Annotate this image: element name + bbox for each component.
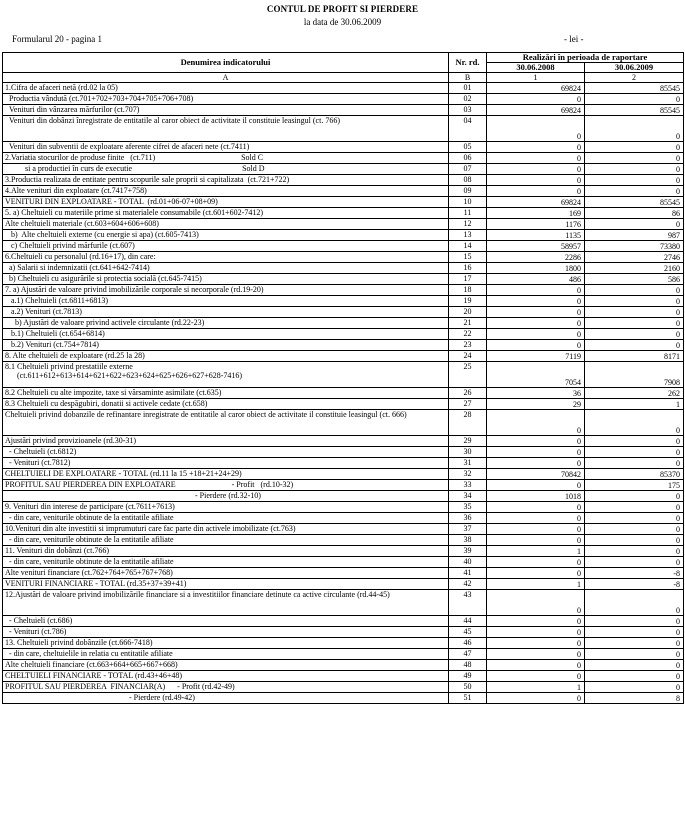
- table-row: [3, 546, 684, 557]
- value-2009: 0: [585, 524, 684, 535]
- value-2009: 85545: [585, 105, 684, 116]
- value-2008: 1800: [487, 263, 585, 274]
- value-2008: 0: [487, 340, 585, 351]
- table-row: [3, 197, 684, 208]
- value-2009: 175: [585, 480, 684, 491]
- subheader-a: A: [3, 73, 449, 83]
- row-number: 01: [449, 83, 487, 94]
- value-2009: 0: [585, 557, 684, 568]
- table-row: [3, 274, 684, 285]
- value-2008: 1018: [487, 491, 585, 502]
- row-label: b) Cheltuieli cu asigurările si protectia socială (ct.645-7415): [3, 274, 449, 285]
- value-2009: 85545: [585, 197, 684, 208]
- value-2009: 8: [585, 693, 684, 704]
- row-label: Venituri din dobânzi înregistrate de entitatile al caror obiect de activitate il constituie leasingul (ct. 766): [3, 116, 449, 142]
- value-2008: 0: [487, 94, 585, 105]
- row-number: 03: [449, 105, 487, 116]
- value-2009: 0: [585, 627, 684, 638]
- value-2008: 7119: [487, 351, 585, 362]
- row-number: 29: [449, 436, 487, 447]
- row-label: 11. Venituri din dobânzi (ct.766): [3, 546, 449, 557]
- value-2008: 0: [487, 671, 585, 682]
- row-label: 7. a) Ajustări de valoare privind imobilizările corporale si necorporale (rd.19-20): [3, 285, 449, 296]
- table-row: [3, 307, 684, 318]
- table-row: [3, 153, 684, 164]
- value-2008: 0: [487, 410, 585, 436]
- row-number: 16: [449, 263, 487, 274]
- value-2008: 0: [487, 502, 585, 513]
- value-2009: 0: [585, 175, 684, 186]
- table-row: [3, 535, 684, 546]
- row-number: 31: [449, 458, 487, 469]
- row-number: 39: [449, 546, 487, 557]
- header-period: Realizări în perioada de raportare: [487, 53, 684, 63]
- table-row: [3, 660, 684, 671]
- row-label: Venituri din vânzarea mărfurilor (ct.707): [3, 105, 449, 116]
- row-label: a) Salarii si indemnizatii (ct.641+642-7414): [3, 263, 449, 274]
- value-2009: 0: [585, 94, 684, 105]
- table-row: [3, 399, 684, 410]
- row-label: CHELTUIELI FINANCIARE - TOTAL (rd.43+46+48): [3, 671, 449, 682]
- currency-label: - lei -: [564, 34, 584, 44]
- row-number: 50: [449, 682, 487, 693]
- row-number: 08: [449, 175, 487, 186]
- value-2008: 0: [487, 649, 585, 660]
- header-2008: 30.06.2008: [487, 63, 585, 73]
- table-row: [3, 142, 684, 153]
- row-label: 8. Alte cheltuieli de exploatare (rd.25 la 28): [3, 351, 449, 362]
- value-2009: -8: [585, 579, 684, 590]
- value-2008: 0: [487, 524, 585, 535]
- row-number: 06: [449, 153, 487, 164]
- table-row: [3, 263, 684, 274]
- value-2009: 0: [585, 307, 684, 318]
- value-2008: 0: [487, 436, 585, 447]
- value-2008: 0: [487, 638, 585, 649]
- row-number: 22: [449, 329, 487, 340]
- table-row: [3, 447, 684, 458]
- value-2009: 586: [585, 274, 684, 285]
- value-2008: 169: [487, 208, 585, 219]
- table-row: [3, 458, 684, 469]
- value-2008: 7054: [487, 362, 585, 388]
- row-label: a.1) Cheltuieli (ct.6811+6813): [3, 296, 449, 307]
- value-2008: 0: [487, 186, 585, 197]
- value-2009: 0: [585, 546, 684, 557]
- table-row: [3, 388, 684, 399]
- value-2009: 0: [585, 285, 684, 296]
- value-2009: 987: [585, 230, 684, 241]
- table-body: [3, 83, 684, 704]
- value-2009: 0: [585, 502, 684, 513]
- row-number: 23: [449, 340, 487, 351]
- row-label: 1.Cifra de afaceri netă (rd.02 la 05): [3, 83, 449, 94]
- table-row: [3, 186, 684, 197]
- row-label: b) Alte cheltuieli externe (cu energie si apa) (ct.605-7413): [3, 230, 449, 241]
- row-number: 18: [449, 285, 487, 296]
- row-number: 36: [449, 513, 487, 524]
- row-number: 48: [449, 660, 487, 671]
- row-label: 10.Venituri din alte investitii si imprumuturi care fac parte din activele imobilizate (ct.763): [3, 524, 449, 535]
- row-number: 07: [449, 164, 487, 175]
- row-number: 26: [449, 388, 487, 399]
- value-2008: 70842: [487, 469, 585, 480]
- row-number: 05: [449, 142, 487, 153]
- table-row: [3, 296, 684, 307]
- table-row: [3, 491, 684, 502]
- value-2008: 1: [487, 579, 585, 590]
- value-2008: 2286: [487, 252, 585, 263]
- table-row: [3, 568, 684, 579]
- value-2008: 0: [487, 296, 585, 307]
- value-2009: 0: [585, 616, 684, 627]
- row-label: Cheltuieli privind dobanzile de refinantare inregistrate de entitatile al caror obiect de activitate il constituie leasingul (ct. 666): [3, 410, 449, 436]
- row-label: Alte cheltuieli financiare (ct.663+664+665+667+668): [3, 660, 449, 671]
- value-2009: 85545: [585, 83, 684, 94]
- row-label: 8.1 Cheltuieli privind prestatiile externe (ct.611+612+613+614+621+622+623+624+625+626+627+628-7416): [3, 362, 449, 388]
- subheader-b: B: [449, 73, 487, 83]
- table-row: [3, 502, 684, 513]
- value-2009: 0: [585, 296, 684, 307]
- value-2009: 0: [585, 671, 684, 682]
- value-2009: 2160: [585, 263, 684, 274]
- value-2009: 0: [585, 340, 684, 351]
- value-2008: 0: [487, 175, 585, 186]
- row-label: b.2) Venituri (ct.754+7814): [3, 340, 449, 351]
- row-number: 44: [449, 616, 487, 627]
- value-2008: 58957: [487, 241, 585, 252]
- row-label: b) Ajustări de valoare privind activele circulante (rd.22-23): [3, 318, 449, 329]
- table-row: [3, 410, 684, 436]
- row-number: 11: [449, 208, 487, 219]
- row-number: 21: [449, 318, 487, 329]
- header-indicator-name: Denumirea indicatorului: [3, 53, 449, 73]
- row-number: 45: [449, 627, 487, 638]
- value-2009: 0: [585, 329, 684, 340]
- table-row: [3, 671, 684, 682]
- row-label: PROFITUL SAU PIERDEREA DIN EXPLOATARE - Profit (rd.10-32): [3, 480, 449, 491]
- row-number: 10: [449, 197, 487, 208]
- table-row: [3, 579, 684, 590]
- row-label: 13. Cheltuieli privind dobânzile (ct.666-7418): [3, 638, 449, 649]
- row-label: Productia vândută (ct.701+702+703+704+705+706+708): [3, 94, 449, 105]
- value-2008: 0: [487, 458, 585, 469]
- table-row: [3, 219, 684, 230]
- table-row: [3, 627, 684, 638]
- row-label: 3.Productia realizata de entitate pentru scopurile sale proprii si capitalizata (ct.721+722): [3, 175, 449, 186]
- row-label: 6.Cheltuieli cu personalul (rd.16+17), din care:: [3, 252, 449, 263]
- table-row: [3, 285, 684, 296]
- row-number: 49: [449, 671, 487, 682]
- document-title: CONTUL DE PROFIT SI PIERDERE: [266, 4, 419, 14]
- row-number: 24: [449, 351, 487, 362]
- row-number: 09: [449, 186, 487, 197]
- value-2009: 0: [585, 682, 684, 693]
- value-2009: 0: [585, 458, 684, 469]
- row-label: 8.2 Cheltuieli cu alte impozite, taxe si vărsaminte asimilate (ct.635): [3, 388, 449, 399]
- value-2009: 1: [585, 399, 684, 410]
- table-row: [3, 693, 684, 704]
- row-label: - Pierdere (rd.49-42): [3, 693, 449, 704]
- row-label: Alte venituri financiare (ct.762+764+765+767+768): [3, 568, 449, 579]
- row-number: 02: [449, 94, 487, 105]
- value-2008: 0: [487, 616, 585, 627]
- value-2008: 1: [487, 546, 585, 557]
- table-row: [3, 616, 684, 627]
- table-row: [3, 105, 684, 116]
- value-2008: 0: [487, 307, 585, 318]
- value-2008: 0: [487, 480, 585, 491]
- value-2009: 0: [585, 116, 684, 142]
- value-2008: 0: [487, 557, 585, 568]
- row-label: 2.Variatia stocurilor de produse finite (ct.711) Sold C: [3, 153, 449, 164]
- value-2008: 29: [487, 399, 585, 410]
- row-number: 41: [449, 568, 487, 579]
- table-row: [3, 164, 684, 175]
- row-number: 46: [449, 638, 487, 649]
- value-2009: 0: [585, 153, 684, 164]
- table-row: [3, 116, 684, 142]
- value-2009: 8171: [585, 351, 684, 362]
- value-2008: 69824: [487, 197, 585, 208]
- profit-loss-table: [2, 52, 684, 704]
- value-2009: 262: [585, 388, 684, 399]
- value-2008: 0: [487, 285, 585, 296]
- value-2009: 86: [585, 208, 684, 219]
- value-2008: 0: [487, 164, 585, 175]
- value-2008: 0: [487, 568, 585, 579]
- value-2009: 2746: [585, 252, 684, 263]
- row-label: b.1) Cheltuieli (ct.654+6814): [3, 329, 449, 340]
- row-number: 17: [449, 274, 487, 285]
- row-label: 4.Alte venituri din exploatare (ct.7417+758): [3, 186, 449, 197]
- row-number: 20: [449, 307, 487, 318]
- value-2009: 0: [585, 638, 684, 649]
- table-row: [3, 208, 684, 219]
- row-label: 12.Ajustări de valoare privind imobilizările financiare si a investitiilor financiare detinute ca active circulante (rd.44-45): [3, 590, 449, 616]
- row-number: 42: [449, 579, 487, 590]
- value-2009: 85370: [585, 469, 684, 480]
- value-2008: 0: [487, 513, 585, 524]
- table-row: [3, 230, 684, 241]
- table-row: [3, 340, 684, 351]
- row-number: 38: [449, 535, 487, 546]
- row-label: - din care, cheltuielile in relatia cu entitatile afiliate: [3, 649, 449, 660]
- row-number: 35: [449, 502, 487, 513]
- table-row: [3, 318, 684, 329]
- table-row: [3, 524, 684, 535]
- row-number: 34: [449, 491, 487, 502]
- table-row: [3, 241, 684, 252]
- value-2009: -8: [585, 568, 684, 579]
- value-2009: 0: [585, 447, 684, 458]
- table-row: [3, 590, 684, 616]
- value-2009: 0: [585, 535, 684, 546]
- row-label: PROFITUL SAU PIERDEREA FINANCIAR(A) - Profit (rd.42-49): [3, 682, 449, 693]
- table-row: [3, 83, 684, 94]
- row-number: 30: [449, 447, 487, 458]
- table-row: [3, 175, 684, 186]
- value-2008: 0: [487, 318, 585, 329]
- row-label: - Pierdere (rd.32-10): [3, 491, 449, 502]
- row-label: 9. Venituri din interese de participare (ct.7611+7613): [3, 502, 449, 513]
- row-number: 43: [449, 590, 487, 616]
- row-number: 37: [449, 524, 487, 535]
- form-label: Formularul 20 - pagina 1: [12, 34, 102, 44]
- value-2008: 69824: [487, 83, 585, 94]
- row-label: - Cheltuieli (ct.6812): [3, 447, 449, 458]
- value-2008: 0: [487, 153, 585, 164]
- value-2009: 0: [585, 142, 684, 153]
- value-2008: 1: [487, 682, 585, 693]
- table-row: [3, 436, 684, 447]
- row-label: VENITURI DIN EXPLOATARE - TOTAL (rd.01+06-07+08+09): [3, 197, 449, 208]
- value-2008: 0: [487, 660, 585, 671]
- row-label: si a productiei în curs de executie Sold D: [3, 164, 449, 175]
- value-2009: 0: [585, 513, 684, 524]
- row-number: 13: [449, 230, 487, 241]
- value-2008: 69824: [487, 105, 585, 116]
- value-2009: 7908: [585, 362, 684, 388]
- table-row: [3, 682, 684, 693]
- table-row: [3, 480, 684, 491]
- value-2009: 0: [585, 410, 684, 436]
- value-2008: 0: [487, 447, 585, 458]
- row-label: Venituri din subventii de exploatare aferente cifrei de afaceri nete (ct.7411): [3, 142, 449, 153]
- value-2008: 0: [487, 693, 585, 704]
- table-row: [3, 469, 684, 480]
- row-label: VENITURI FINANCIARE - TOTAL (rd.35+37+39+41): [3, 579, 449, 590]
- row-label: - din care, veniturile obtinute de la entitatile afiliate: [3, 535, 449, 546]
- value-2008: 0: [487, 329, 585, 340]
- row-label: c) Cheltuieli privind mărfurile (ct.607): [3, 241, 449, 252]
- row-label: - din care, veniturile obtinute de la entitatile afiliate: [3, 557, 449, 568]
- value-2009: 0: [585, 491, 684, 502]
- row-label: - Venituri (ct.7812): [3, 458, 449, 469]
- value-2009: 0: [585, 219, 684, 230]
- row-label: 8.3 Cheltuieli cu despăgubiri, donatii si activele cedate (ct.658): [3, 399, 449, 410]
- table-row: [3, 557, 684, 568]
- value-2008: 0: [487, 627, 585, 638]
- value-2009: 0: [585, 164, 684, 175]
- row-number: 19: [449, 296, 487, 307]
- value-2008: 0: [487, 142, 585, 153]
- value-2009: 0: [585, 590, 684, 616]
- row-number: 14: [449, 241, 487, 252]
- value-2008: 0: [487, 116, 585, 142]
- row-number: 28: [449, 410, 487, 436]
- row-label: - Cheltuieli (ct.686): [3, 616, 449, 627]
- table-row: [3, 329, 684, 340]
- value-2008: 486: [487, 274, 585, 285]
- subheader-2: 2: [585, 73, 684, 83]
- row-number: 47: [449, 649, 487, 660]
- value-2009: 0: [585, 660, 684, 671]
- value-2008: 36: [487, 388, 585, 399]
- row-label: a.2) Venituri (ct.7813): [3, 307, 449, 318]
- row-number: 25: [449, 362, 487, 388]
- table-row: [3, 252, 684, 263]
- row-label: - din care, veniturile obtinute de la entitatile afiliate: [3, 513, 449, 524]
- row-label: Alte cheltuieli materiale (ct.603+604+606+608): [3, 219, 449, 230]
- value-2009: 0: [585, 186, 684, 197]
- table-row: [3, 513, 684, 524]
- row-number: 27: [449, 399, 487, 410]
- header-row-number: Nr. rd.: [449, 53, 487, 73]
- value-2009: 0: [585, 436, 684, 447]
- row-label: CHELTUIELI DE EXPLOATARE - TOTAL (rd.11 la 15 +18+21+24+29): [3, 469, 449, 480]
- table-row: [3, 362, 684, 388]
- subheader-1: 1: [487, 73, 585, 83]
- table-row: [3, 94, 684, 105]
- value-2008: 0: [487, 535, 585, 546]
- value-2009: 73380: [585, 241, 684, 252]
- row-label: 5. a) Cheltuieli cu materiile prime si materialele consumabile (ct.601+602-7412): [3, 208, 449, 219]
- row-number: 51: [449, 693, 487, 704]
- row-number: 32: [449, 469, 487, 480]
- row-number: 40: [449, 557, 487, 568]
- value-2009: 0: [585, 318, 684, 329]
- value-2008: 1135: [487, 230, 585, 241]
- header-2009: 30.06.2009: [585, 63, 684, 73]
- row-number: 15: [449, 252, 487, 263]
- row-number: 33: [449, 480, 487, 491]
- table-row: [3, 638, 684, 649]
- value-2009: 0: [585, 649, 684, 660]
- table-row: [3, 351, 684, 362]
- row-number: 12: [449, 219, 487, 230]
- value-2008: 1176: [487, 219, 585, 230]
- row-label: - Venituri (ct.786): [3, 627, 449, 638]
- row-number: 04: [449, 116, 487, 142]
- value-2008: 0: [487, 590, 585, 616]
- row-label: Ajustări privind provizioanele (rd.30-31): [3, 436, 449, 447]
- document-subtitle: la data de 30.06.2009: [303, 17, 382, 27]
- table-row: [3, 649, 684, 660]
